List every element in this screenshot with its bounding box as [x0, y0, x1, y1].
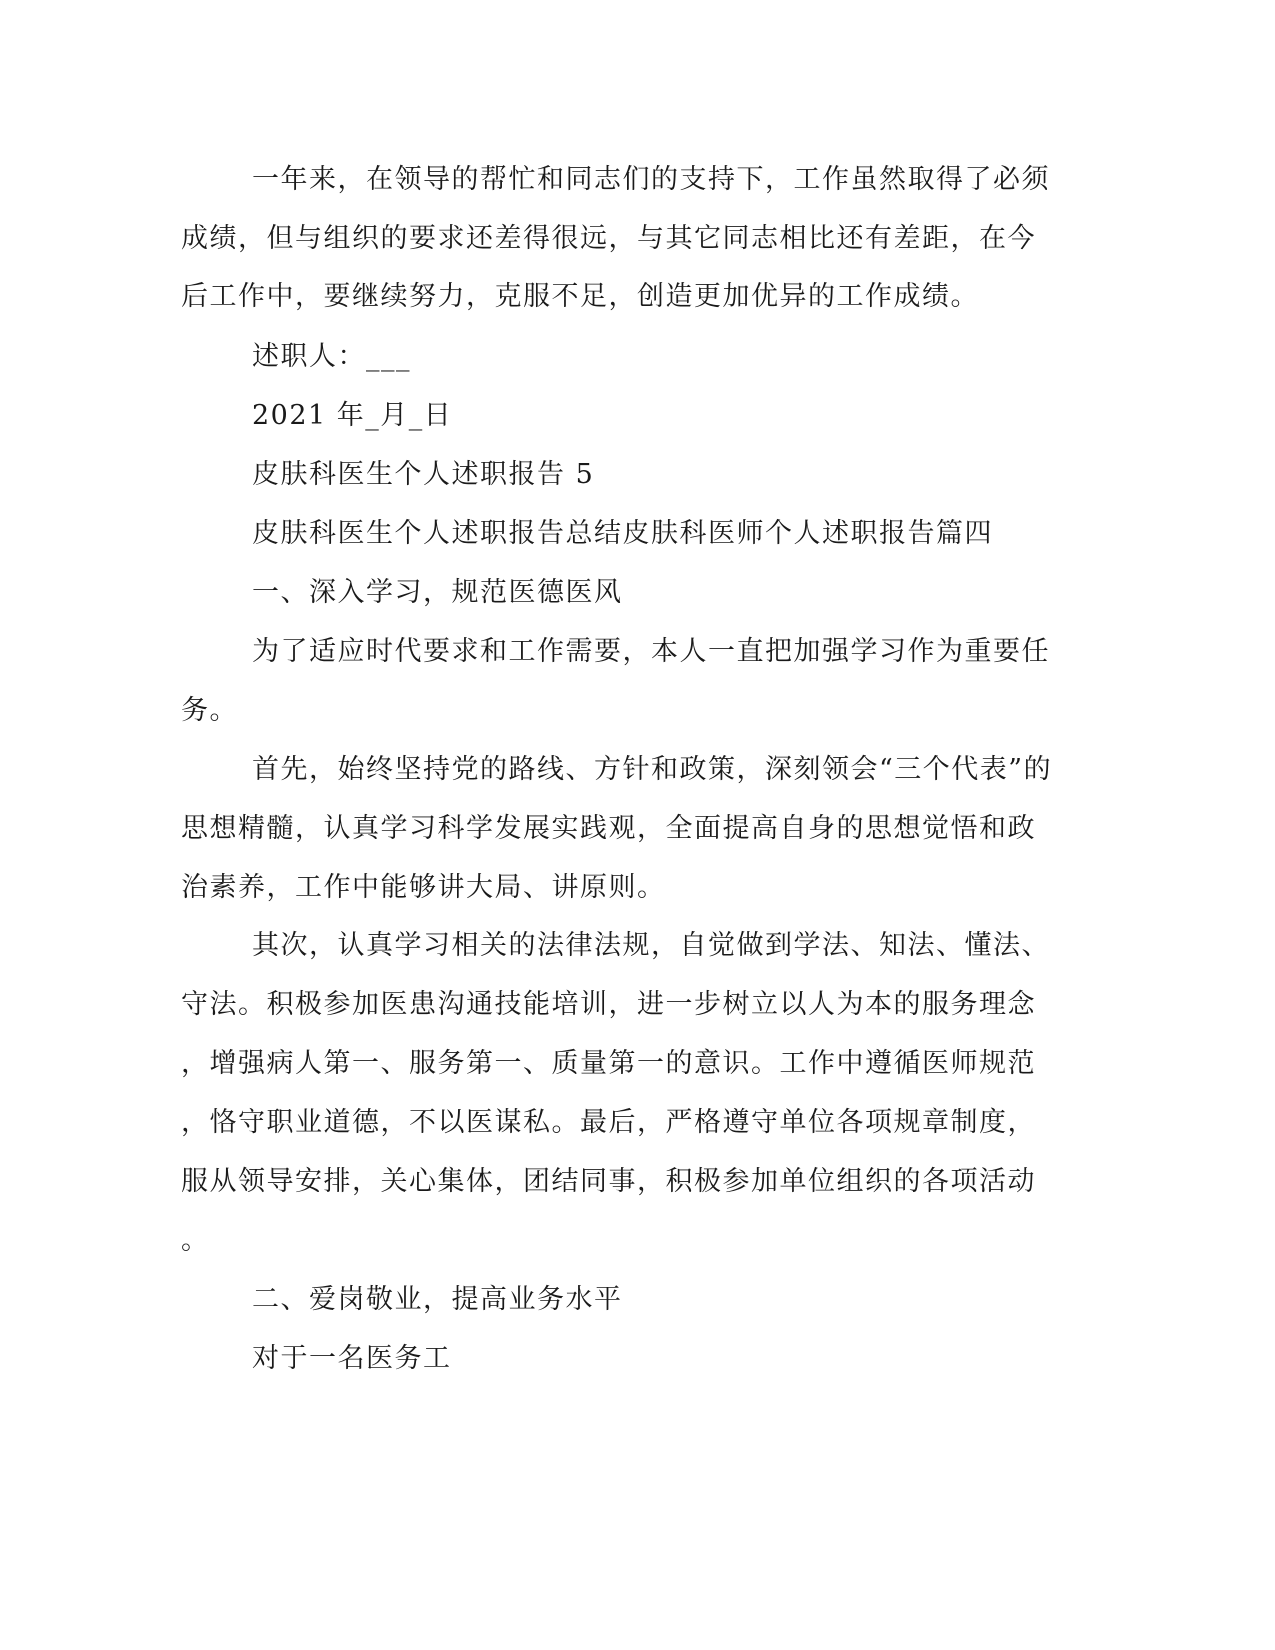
- heading-1: 一、深入学习，规范医德医风: [252, 577, 623, 608]
- text-line: ，增强病人第一、服务第一、质量第一的意识。工作中遵循医师规范: [181, 1048, 1036, 1079]
- text-line: 首先，始终坚持党的路线、方针和政策，深刻领会“三个代表”的: [252, 754, 1053, 785]
- text-line: 守法。积极参加医患沟通技能培训，进一步树立以人为本的服务理念: [181, 989, 1036, 1020]
- text-line: 为了适应时代要求和工作需要，本人一直把加强学习作为重要任: [252, 636, 1050, 667]
- text-line: 一年来，在领导的帮忙和同志们的支持下，工作虽然取得了必须: [252, 164, 1050, 195]
- text-line: 成绩，但与组织的要求还差得很远，与其它同志相比还有差距，在今: [181, 223, 1036, 254]
- date-line: 2021 年_月_日: [252, 400, 453, 431]
- text-line: 服从领导安排，关心集体，团结同事，积极参加单位组织的各项活动: [181, 1166, 1036, 1197]
- text-line: ，恪守职业道德，不以医谋私。最后，严格遵守单位各项规章制度，: [181, 1107, 1036, 1138]
- text-line: 务。: [181, 695, 238, 726]
- section-subtitle: 皮肤科医生个人述职报告总结皮肤科医师个人述职报告篇四: [252, 518, 993, 549]
- text-line: 其次，认真学习相关的法律法规，自觉做到学法、知法、懂法、: [252, 930, 1050, 961]
- text-line: 后工作中，要继续努力，克服不足，创造更加优异的工作成绩。: [181, 281, 979, 312]
- text-line: 思想精髓，认真学习科学发展实践观，全面提高自身的思想觉悟和政: [181, 813, 1036, 844]
- text-line: 。: [181, 1225, 210, 1256]
- signature-line: 述职人：___: [252, 341, 411, 372]
- heading-2: 二、爱岗敬业，提高业务水平: [252, 1284, 623, 1315]
- section-title: 皮肤科医生个人述职报告 5: [252, 459, 595, 490]
- text-line: 对于一名医务工: [252, 1343, 452, 1374]
- text-line: 治素养，工作中能够讲大局、讲原则。: [181, 872, 666, 903]
